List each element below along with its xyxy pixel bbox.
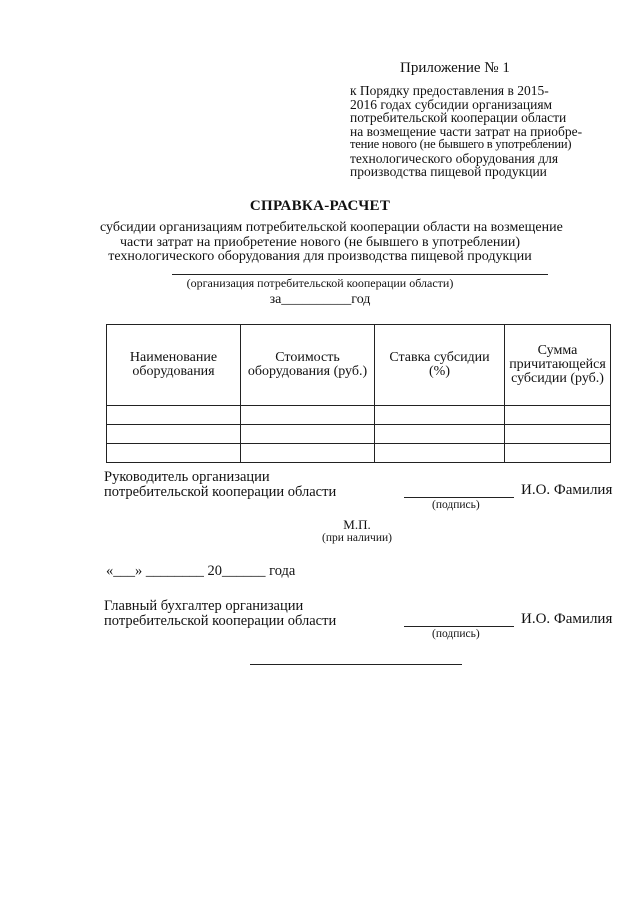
table-cell[interactable] (505, 425, 611, 444)
document-subtitle (100, 220, 563, 265)
document-title: СПРАВКА-РАСЧЕТ (249, 198, 391, 214)
table-cell[interactable] (107, 425, 241, 444)
table-cell[interactable] (375, 425, 505, 444)
table-cell[interactable] (375, 406, 505, 425)
subtitle-line: субсидии организациям потребительской кооперации области на возмещение (100, 220, 563, 235)
annex-line: к Порядку предоставления в 2015- (350, 83, 549, 98)
table-cell[interactable] (505, 444, 611, 463)
annex-line: тение нового (не бывшего в употреблении) (350, 137, 572, 151)
table-cell[interactable] (375, 444, 505, 463)
organization-blank-line (172, 274, 548, 275)
annex-line: на возмещение части затрат на приобре- (350, 123, 583, 139)
table-row (107, 425, 611, 444)
table-cell[interactable] (107, 406, 241, 425)
head-signature-label: Руководитель организации потребительской кооперации области (104, 469, 337, 500)
header-subsidy-rate: Ставка субсидии (%) (375, 325, 505, 406)
table-cell[interactable] (505, 406, 611, 425)
annex-line: технологического оборудования для (350, 150, 559, 166)
stamp-label: М.П. (343, 517, 371, 532)
annex-reference (350, 84, 620, 179)
table-cell[interactable] (107, 444, 241, 463)
annex-line: 2016 годах субсидии организациям (350, 96, 553, 112)
accountant-name: И.О. Фамилия (521, 611, 613, 627)
header-subsidy-amount: Сумма причитающейся субсидии (руб.) (505, 325, 611, 406)
accountant-signature-blank (404, 626, 514, 627)
annex-title: Приложение № 1 (400, 60, 510, 76)
head-signature-caption: (подпись) (432, 499, 480, 511)
annex-line: потребительской кооперации области (350, 110, 567, 125)
table-cell[interactable] (241, 425, 375, 444)
header-equipment-cost: Стоимость оборудования (руб.) (241, 325, 375, 406)
accountant-signature-caption: (подпись) (432, 628, 480, 640)
header-equipment-name: Наименование оборудования (107, 325, 241, 406)
head-signature-blank (404, 497, 514, 498)
date-line: «___» ________ 20______ года (106, 563, 296, 579)
accountant-signature-label: Главный бухгалтер организации потребительской кооперации области (104, 598, 337, 629)
table-header-row (107, 325, 611, 406)
subtitle-line: части затрат на приобретение нового (не бывшего в употреблении) (119, 234, 521, 250)
subtitle-line: технологического оборудования для производства пищевой продукции (108, 249, 532, 264)
period-line: за__________год (269, 292, 371, 307)
table-cell[interactable] (241, 406, 375, 425)
table-row (107, 444, 611, 463)
organization-caption: (организация потребительской кооперации области) (186, 276, 454, 290)
stamp-note: (при наличии) (322, 532, 392, 544)
bottom-separator-line (250, 664, 462, 665)
calculation-table (106, 324, 611, 463)
table-row (107, 406, 611, 425)
table-cell[interactable] (241, 444, 375, 463)
annex-line: производства пищевой продукции (350, 164, 547, 179)
head-name: И.О. Фамилия (521, 482, 613, 498)
